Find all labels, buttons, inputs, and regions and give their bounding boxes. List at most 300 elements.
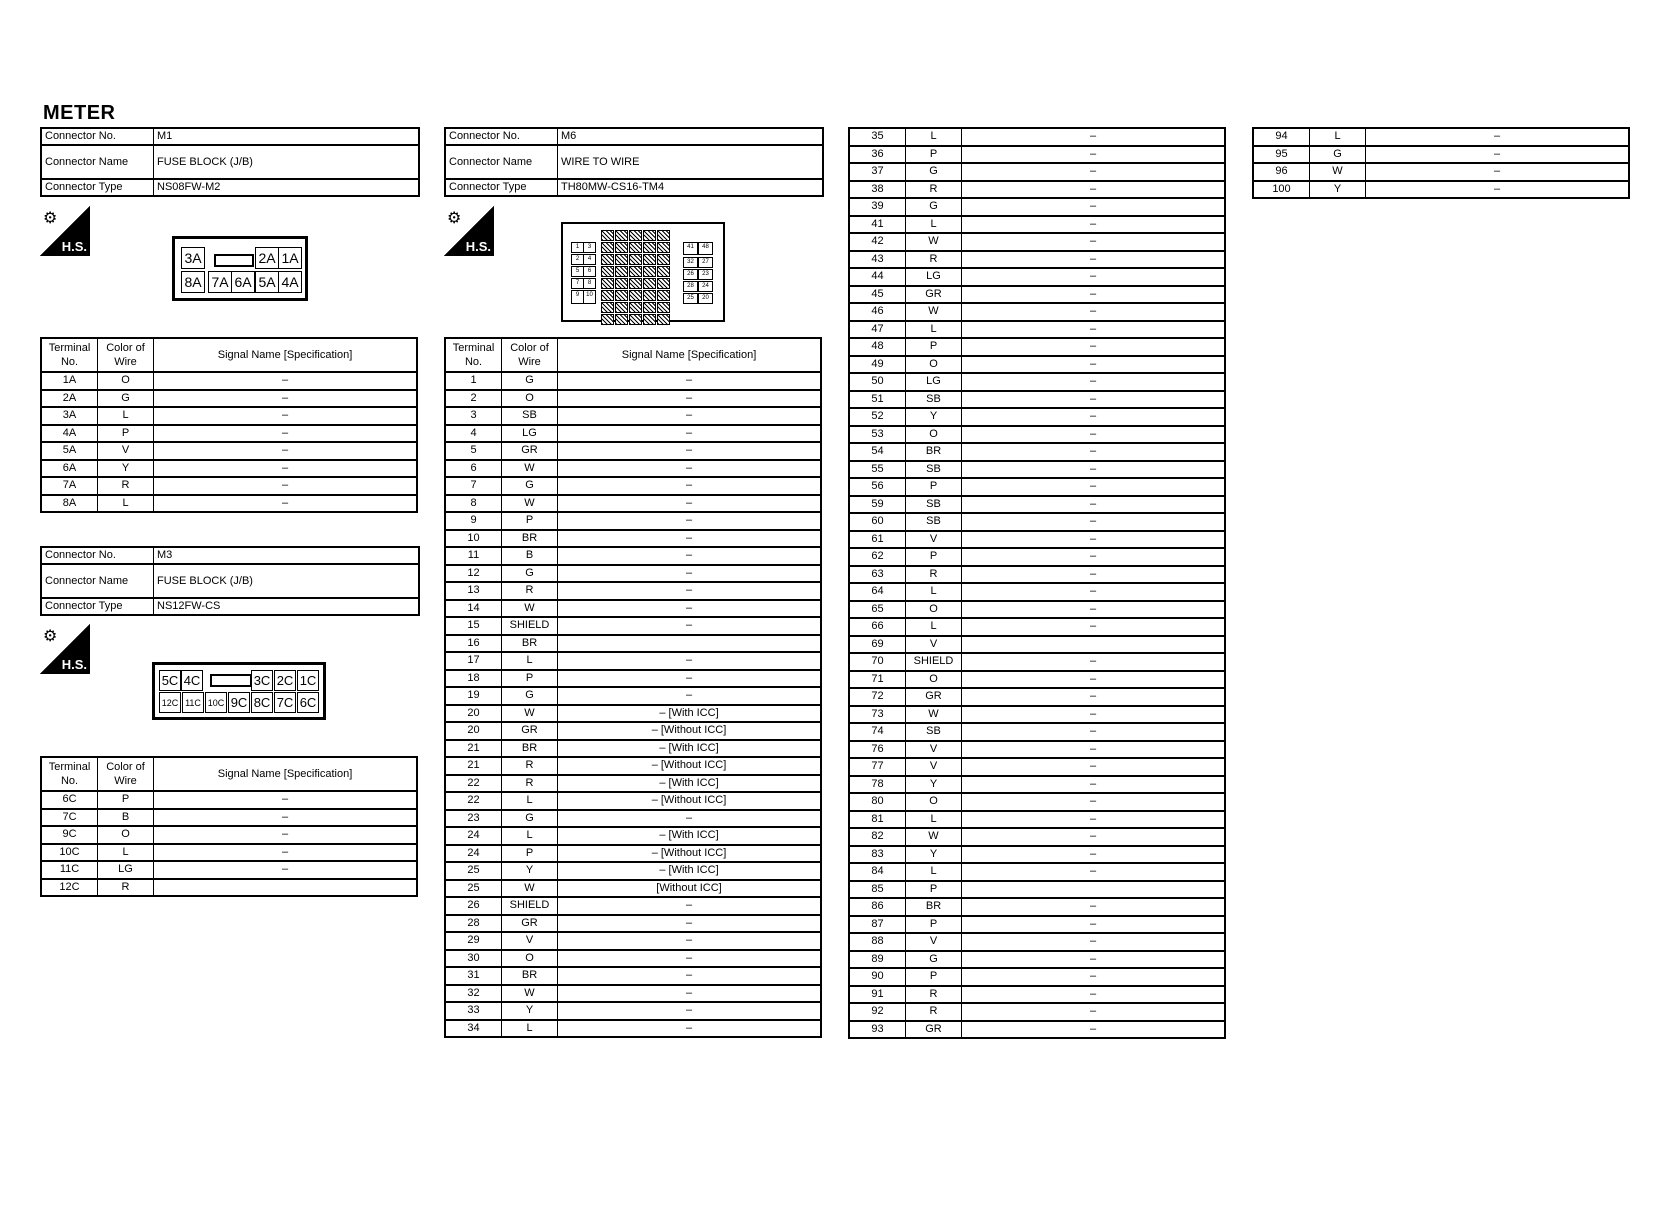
m6-center-grid	[601, 230, 670, 325]
table-row	[445, 950, 821, 968]
m1-cavity: 1A	[278, 247, 302, 269]
signal-name-cell: –	[154, 477, 418, 495]
table-row	[849, 566, 1225, 584]
terminal-no-cell: 81	[849, 811, 906, 829]
m6-cavity: 27	[698, 257, 713, 268]
signal-name-cell: –	[558, 967, 822, 985]
terminal-no-cell: 22	[445, 792, 502, 810]
wire-color-cell: W	[502, 985, 558, 1003]
signal-name-cell: –	[962, 216, 1226, 234]
terminal-no-cell: 72	[849, 688, 906, 706]
hs-label: H.S.	[61, 239, 87, 254]
table-row	[41, 372, 417, 390]
wire-color-cell: P	[502, 670, 558, 688]
wire-color-cell: GR	[502, 722, 558, 740]
table-row	[849, 601, 1225, 619]
signal-name-cell: –	[1366, 181, 1630, 199]
wire-color-cell: G	[502, 687, 558, 705]
m3-cavity: 4C	[181, 670, 203, 691]
terminal-no-cell: 23	[445, 810, 502, 828]
table-row	[445, 915, 821, 933]
table-row	[445, 390, 821, 408]
wire-color-cell: W	[1310, 163, 1366, 181]
wire-color-cell: W	[502, 495, 558, 513]
hs-label: H.S.	[61, 657, 87, 672]
terminal-no-cell: 44	[849, 268, 906, 286]
m3-cavity: 9C	[228, 692, 250, 713]
signal-name-cell: –	[558, 985, 822, 1003]
m3-cavity: 2C	[274, 670, 296, 691]
wire-color-cell: L	[906, 811, 962, 829]
wire-color-cell: W	[906, 706, 962, 724]
wire-color-cell: G	[502, 477, 558, 495]
signal-name-cell: –	[558, 547, 822, 565]
table-row	[41, 791, 417, 809]
terminal-no-cell: 11C	[41, 861, 98, 879]
m6-cavity: 41	[683, 242, 698, 255]
signal-name-cell: –	[558, 687, 822, 705]
wire-color-cell: V	[502, 932, 558, 950]
m1-info-table	[40, 127, 420, 197]
wire-color-cell: L	[906, 863, 962, 881]
terminal-no-cell: 7	[445, 477, 502, 495]
m6-cavity: 28	[683, 281, 698, 292]
terminal-no-cell: 10	[445, 530, 502, 548]
signal-name-cell: – [With ICC]	[558, 775, 822, 793]
signal-name-cell: –	[962, 968, 1226, 986]
signal-name-cell: –	[558, 425, 822, 443]
wire-color-cell: Y	[906, 846, 962, 864]
wire-color-cell: P	[906, 916, 962, 934]
terminal-no-cell: 21	[445, 740, 502, 758]
terminal-no-cell: 2A	[41, 390, 98, 408]
signal-name-cell: –	[558, 495, 822, 513]
terminal-no-cell: 69	[849, 636, 906, 654]
terminal-no-cell: 9C	[41, 826, 98, 844]
signal-name-cell: –	[558, 932, 822, 950]
terminal-no-cell: 94	[1253, 128, 1310, 146]
terminal-no-cell: 76	[849, 741, 906, 759]
m6-cavity: 4	[583, 254, 596, 265]
terminal-no-cell: 30	[445, 950, 502, 968]
wire-color-cell: P	[98, 791, 154, 809]
signal-name-cell: –	[962, 706, 1226, 724]
signal-name-cell: –	[962, 601, 1226, 619]
wire-color-cell: P	[906, 338, 962, 356]
signal-name-cell: –	[962, 618, 1226, 636]
table-row	[445, 372, 821, 390]
signal-name-cell: –	[154, 425, 418, 443]
m3-cavity: 7C	[274, 692, 296, 713]
m6-cavity: 24	[698, 281, 713, 292]
signal-name-cell: –	[962, 408, 1226, 426]
m6-cavity: 8	[583, 278, 596, 289]
signal-name-cell: –	[962, 426, 1226, 444]
signal-name-cell: –	[962, 321, 1226, 339]
m6-cavity: 3	[583, 242, 596, 253]
terminal-no-cell: 83	[849, 846, 906, 864]
signal-name-cell: –	[558, 390, 822, 408]
table-row	[849, 951, 1225, 969]
terminal-no-cell: 78	[849, 776, 906, 794]
m1-cavity: 8A	[181, 271, 205, 293]
table-row	[445, 687, 821, 705]
wire-color-cell: L	[906, 216, 962, 234]
m6-pin-table-a	[444, 337, 822, 1038]
terminal-no-cell: 80	[849, 793, 906, 811]
signal-name-cell: –	[154, 372, 418, 390]
table-row	[445, 635, 821, 653]
signal-name-cell	[962, 636, 1226, 654]
table-row	[849, 881, 1225, 899]
m6-cavity: 1	[571, 242, 584, 253]
terminal-no-cell: 25	[445, 862, 502, 880]
m1-pin-rows	[41, 372, 417, 512]
m3-cavity: 6C	[297, 692, 319, 713]
signal-name-cell: –	[962, 146, 1226, 164]
wire-color-cell: Y	[502, 862, 558, 880]
wire-color-cell: BR	[502, 530, 558, 548]
signal-name-cell: –	[962, 811, 1226, 829]
col-terminal-no: Terminal No.	[445, 338, 502, 372]
m6-connector-no: M6	[558, 128, 824, 145]
table-row	[445, 565, 821, 583]
m6-cavity: 23	[698, 269, 713, 280]
signal-name-cell: –	[962, 181, 1226, 199]
signal-name-cell: –	[962, 688, 1226, 706]
col-color-of-wire: Color of Wire	[98, 338, 154, 372]
wire-color-cell: L	[98, 495, 154, 513]
signal-name-cell: – [With ICC]	[558, 705, 822, 723]
m6-pin-rows-b	[849, 128, 1225, 1038]
table-row	[41, 425, 417, 443]
col-terminal-no: Terminal No.	[41, 338, 98, 372]
wire-color-cell: LG	[98, 861, 154, 879]
wire-color-cell: G	[502, 372, 558, 390]
m6-connector-name: WIRE TO WIRE	[558, 145, 824, 179]
terminal-no-cell: 53	[849, 426, 906, 444]
table-row	[445, 582, 821, 600]
signal-name-cell: –	[962, 933, 1226, 951]
col-color-of-wire: Color of Wire	[98, 757, 154, 791]
wire-color-cell: SHIELD	[502, 897, 558, 915]
signal-name-cell: –	[962, 898, 1226, 916]
signal-name-cell: –	[962, 741, 1226, 759]
table-row	[849, 1003, 1225, 1021]
signal-name-cell: –	[962, 286, 1226, 304]
wire-color-cell: O	[906, 356, 962, 374]
signal-name-cell: –	[558, 600, 822, 618]
terminal-no-cell: 54	[849, 443, 906, 461]
wire-color-cell: W	[906, 828, 962, 846]
signal-name-cell: –	[962, 373, 1226, 391]
terminal-no-cell: 86	[849, 898, 906, 916]
table-row	[849, 741, 1225, 759]
signal-name-cell: –	[154, 460, 418, 478]
signal-name-cell: –	[1366, 146, 1630, 164]
terminal-no-cell: 52	[849, 408, 906, 426]
wire-color-cell: SB	[906, 391, 962, 409]
table-row	[445, 1002, 821, 1020]
wire-color-cell: SB	[906, 461, 962, 479]
terminal-no-cell: 74	[849, 723, 906, 741]
m6-cavity: 10	[583, 290, 596, 304]
wire-color-cell: V	[906, 758, 962, 776]
table-row	[445, 617, 821, 635]
signal-name-cell: –	[558, 652, 822, 670]
m3-cavity: 11C	[182, 692, 204, 713]
table-row	[41, 826, 417, 844]
signal-name-cell: –	[962, 443, 1226, 461]
m1-cavity: 4A	[278, 271, 302, 293]
table-row	[849, 233, 1225, 251]
m6-cavity: 25	[683, 293, 698, 304]
terminal-no-cell: 49	[849, 356, 906, 374]
signal-name-cell: –	[154, 791, 418, 809]
terminal-no-cell: 46	[849, 303, 906, 321]
terminal-no-cell: 41	[849, 216, 906, 234]
terminal-no-cell: 34	[445, 1020, 502, 1038]
terminal-no-cell: 89	[849, 951, 906, 969]
terminal-no-cell: 100	[1253, 181, 1310, 199]
table-row	[849, 286, 1225, 304]
table-row	[849, 251, 1225, 269]
terminal-no-cell: 65	[849, 601, 906, 619]
col-signal-name: Signal Name [Specification]	[558, 338, 822, 372]
wire-color-cell: B	[502, 547, 558, 565]
wire-color-cell: P	[906, 548, 962, 566]
signal-name-cell: – [With ICC]	[558, 862, 822, 880]
table-row	[849, 181, 1225, 199]
terminal-no-cell: 20	[445, 722, 502, 740]
wire-color-cell: V	[906, 741, 962, 759]
terminal-no-cell: 16	[445, 635, 502, 653]
table-row	[849, 356, 1225, 374]
m3-pin-rows	[41, 791, 417, 896]
m3-cavity: 8C	[251, 692, 273, 713]
signal-name-cell	[962, 881, 1226, 899]
table-row	[445, 740, 821, 758]
table-row	[41, 809, 417, 827]
table-row	[445, 722, 821, 740]
terminal-no-cell: 91	[849, 986, 906, 1004]
wire-color-cell: SB	[502, 407, 558, 425]
signal-name-cell: –	[962, 356, 1226, 374]
wire-color-cell: L	[906, 128, 962, 146]
terminal-no-cell: 26	[445, 897, 502, 915]
terminal-no-cell: 2	[445, 390, 502, 408]
label-connector-no: Connector No.	[41, 128, 154, 145]
terminal-no-cell: 35	[849, 128, 906, 146]
table-row	[849, 128, 1225, 146]
wire-color-cell: W	[502, 600, 558, 618]
wire-color-cell: L	[502, 652, 558, 670]
wire-color-cell: R	[906, 181, 962, 199]
m3-latch	[210, 674, 252, 687]
m3-connector-name: FUSE BLOCK (J/B)	[154, 564, 420, 598]
m3-pin-table	[40, 756, 418, 897]
table-row	[1253, 128, 1629, 146]
wire-color-cell: B	[98, 809, 154, 827]
terminal-no-cell: 12	[445, 565, 502, 583]
m3-cavity: 1C	[297, 670, 319, 691]
terminal-no-cell: 77	[849, 758, 906, 776]
table-row	[849, 496, 1225, 514]
wire-color-cell: O	[906, 793, 962, 811]
signal-name-cell: –	[154, 809, 418, 827]
table-row	[41, 477, 417, 495]
table-row	[41, 442, 417, 460]
terminal-no-cell: 87	[849, 916, 906, 934]
wire-color-cell: G	[502, 565, 558, 583]
signal-name-cell: –	[558, 477, 822, 495]
table-row	[445, 530, 821, 548]
signal-name-cell: –	[558, 617, 822, 635]
signal-name-cell: –	[962, 828, 1226, 846]
table-row	[445, 460, 821, 478]
wire-color-cell: GR	[906, 688, 962, 706]
label-connector-name: Connector Name	[41, 145, 154, 179]
terminal-no-cell: 62	[849, 548, 906, 566]
terminal-no-cell: 25	[445, 880, 502, 898]
hs-label: H.S.	[465, 239, 491, 254]
wire-color-cell: R	[502, 775, 558, 793]
terminal-no-cell: 84	[849, 863, 906, 881]
terminal-no-cell: 13	[445, 582, 502, 600]
table-row	[849, 1021, 1225, 1039]
terminal-no-cell: 20	[445, 705, 502, 723]
terminal-no-cell: 7C	[41, 809, 98, 827]
table-row	[849, 373, 1225, 391]
wire-color-cell: G	[906, 951, 962, 969]
m6-connector-type: TH80MW-CS16-TM4	[558, 179, 824, 196]
m3-cavity: 10C	[205, 692, 227, 713]
signal-name-cell: –	[154, 826, 418, 844]
wire-color-cell: G	[906, 163, 962, 181]
wire-color-cell: O	[502, 390, 558, 408]
terminal-no-cell: 31	[445, 967, 502, 985]
signal-name-cell: –	[962, 513, 1226, 531]
wire-color-cell: L	[906, 618, 962, 636]
table-row	[849, 811, 1225, 829]
m6-cavity: 20	[698, 293, 713, 304]
signal-name-cell: –	[962, 863, 1226, 881]
wire-color-cell: SHIELD	[502, 617, 558, 635]
table-row	[849, 408, 1225, 426]
terminal-no-cell: 61	[849, 531, 906, 549]
table-row	[849, 513, 1225, 531]
terminal-no-cell: 8A	[41, 495, 98, 513]
signal-name-cell: –	[558, 810, 822, 828]
m6-cavity: 2	[571, 254, 584, 265]
terminal-no-cell: 3A	[41, 407, 98, 425]
signal-name-cell: –	[558, 897, 822, 915]
signal-name-cell: –	[558, 915, 822, 933]
table-row	[1253, 163, 1629, 181]
wire-color-cell: O	[906, 671, 962, 689]
harness-side-icon: ⚙	[43, 210, 58, 227]
signal-name-cell: –	[962, 776, 1226, 794]
signal-name-cell: –	[1366, 163, 1630, 181]
table-row	[1253, 181, 1629, 199]
signal-name-cell: –	[962, 1003, 1226, 1021]
wire-color-cell: LG	[906, 373, 962, 391]
m3-cavity: 3C	[251, 670, 273, 691]
wire-color-cell: O	[906, 601, 962, 619]
wire-color-cell: G	[906, 198, 962, 216]
signal-name-cell: –	[962, 653, 1226, 671]
label-connector-name: Connector Name	[445, 145, 558, 179]
signal-name-cell: –	[962, 1021, 1226, 1039]
signal-name-cell: –	[962, 461, 1226, 479]
m6-cavity: 9	[571, 290, 584, 304]
table-row	[849, 758, 1225, 776]
harness-side-icon: ⚙	[447, 210, 462, 227]
wire-color-cell: R	[502, 757, 558, 775]
signal-name-cell: –	[962, 198, 1226, 216]
wire-color-cell: LG	[502, 425, 558, 443]
signal-name-cell: – [With ICC]	[558, 740, 822, 758]
terminal-no-cell: 9	[445, 512, 502, 530]
signal-name-cell: – [Without ICC]	[558, 792, 822, 810]
signal-name-cell: –	[962, 478, 1226, 496]
table-row	[445, 1020, 821, 1038]
table-row	[445, 600, 821, 618]
table-row	[849, 391, 1225, 409]
table-row	[849, 268, 1225, 286]
wire-color-cell: O	[906, 426, 962, 444]
table-row	[849, 478, 1225, 496]
terminal-no-cell: 10C	[41, 844, 98, 862]
terminal-no-cell: 6A	[41, 460, 98, 478]
m3-cavity: 12C	[159, 692, 181, 713]
terminal-no-cell: 63	[849, 566, 906, 584]
terminal-no-cell: 1A	[41, 372, 98, 390]
col-signal-name: Signal Name [Specification]	[154, 338, 418, 372]
table-row	[445, 827, 821, 845]
terminal-no-cell: 73	[849, 706, 906, 724]
col-color-of-wire: Color of Wire	[502, 338, 558, 372]
signal-name-cell: –	[962, 531, 1226, 549]
terminal-no-cell: 96	[1253, 163, 1310, 181]
wire-color-cell: SB	[906, 513, 962, 531]
table-row	[849, 916, 1225, 934]
wire-color-cell: W	[906, 303, 962, 321]
terminal-no-cell: 55	[849, 461, 906, 479]
terminal-no-cell: 11	[445, 547, 502, 565]
signal-name-cell: – [Without ICC]	[558, 845, 822, 863]
wire-color-cell: R	[906, 986, 962, 1004]
m6-cavity: 6	[583, 266, 596, 277]
terminal-no-cell: 56	[849, 478, 906, 496]
table-row	[849, 968, 1225, 986]
table-row	[445, 705, 821, 723]
signal-name-cell: –	[962, 566, 1226, 584]
wire-color-cell: L	[98, 407, 154, 425]
terminal-no-cell: 42	[849, 233, 906, 251]
wire-color-cell: R	[98, 477, 154, 495]
wire-color-cell: BR	[906, 443, 962, 461]
table-row	[445, 985, 821, 1003]
terminal-no-cell: 17	[445, 652, 502, 670]
terminal-no-cell: 6C	[41, 791, 98, 809]
table-row	[41, 407, 417, 425]
terminal-no-cell: 70	[849, 653, 906, 671]
signal-name-cell: – [With ICC]	[558, 827, 822, 845]
signal-name-cell: –	[558, 530, 822, 548]
hs-symbol	[444, 206, 494, 256]
terminal-no-cell: 28	[445, 915, 502, 933]
